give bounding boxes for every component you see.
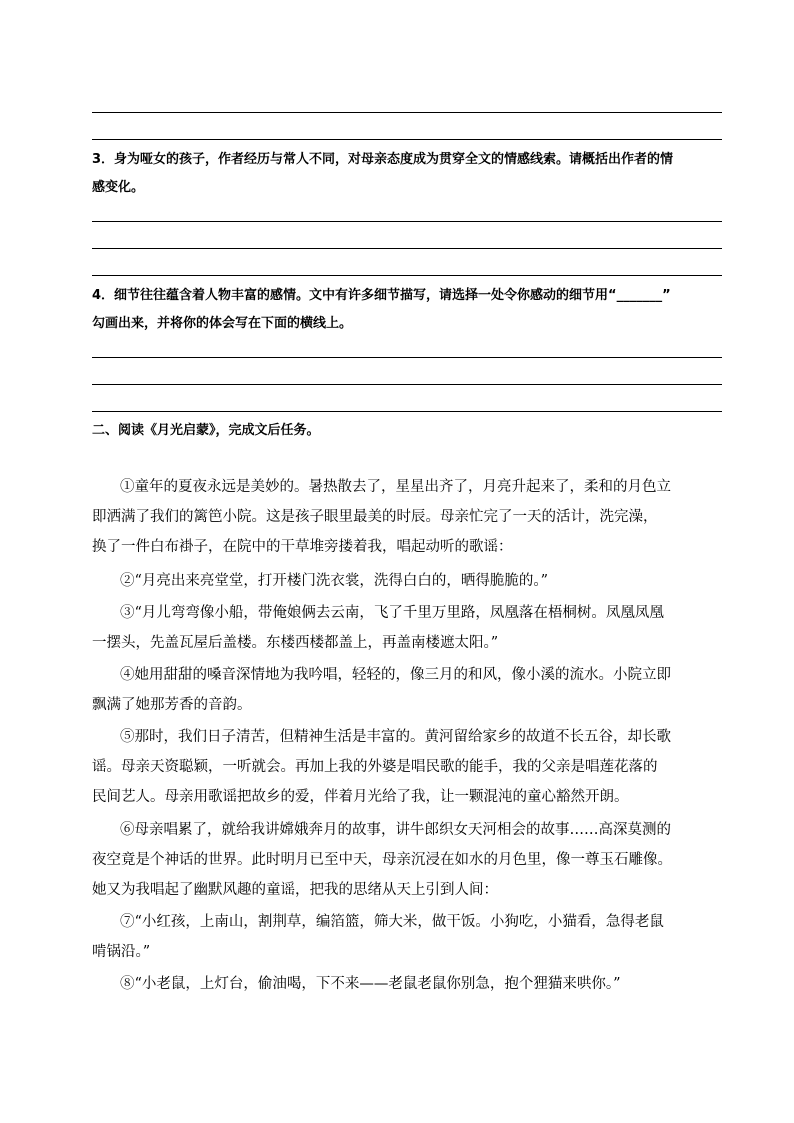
passage-line: ⑤那时，我们日子清苦，但精神生活是丰富的。黄河留给家乡的故道不长五谷，却长歌 [120, 729, 671, 745]
answer-line [92, 221, 722, 222]
passage-line: ③“月儿弯弯像小船，带俺娘俩去云南，飞了千里万里路，凤凰落在梧桐树。凤凰凤凰 [120, 605, 664, 621]
question-4 [92, 282, 732, 338]
passage-line: ⑦“小红孩，上南山，割荆草，编箔篮，筛大米，做干饭。小狗吃，小猫看，急得老鼠 [120, 914, 664, 930]
passage-line: 一摆头，先盖瓦屋后盖楼。东楼西楼都盖上，再盖南楼遮太阳。” [92, 635, 499, 651]
answer-line [92, 411, 722, 412]
answer-line [92, 384, 722, 385]
passage-line: ⑧“小老鼠，上灯台，偷油喝，下不来——老鼠老鼠你别急，抱个狸猫来哄你。” [120, 976, 621, 992]
question-4-line: 勾画出来，并将你的体会写在下面的横线上。 [92, 316, 353, 331]
passage-paragraph-3 [92, 598, 732, 658]
passage-line: 换了一件白布褂子，在院中的干草堆旁搂着我，唱起动听的歌谣： [92, 539, 513, 555]
question-3-line: 感变化。 [92, 180, 145, 195]
passage-line: 她又为我唱起了幽默风趣的童谣，把我的思绪从天上引到人间： [92, 882, 498, 898]
answer-line [92, 112, 722, 113]
passage-line: ⑥母亲唱累了，就给我讲嫦娥奔月的故事，讲牛郎织女天河相会的故事……高深莫测的 [120, 822, 671, 838]
passage-paragraph-8 [92, 969, 732, 999]
passage-paragraph-1 [92, 472, 732, 562]
passage-line: 即洒满了我们的篱笆小院。这是孩子眼里最美的时辰。母亲忙完了一天的活计，洗完澡， [92, 509, 658, 525]
answer-line [92, 139, 722, 140]
answer-line [92, 357, 722, 358]
passage-paragraph-2 [92, 566, 732, 596]
passage-line: 民间艺人。母亲用歌谣把故乡的爱，伴着月光给了我，让一颗混沌的童心豁然开朗。 [92, 789, 629, 805]
passage-line: ①童年的夏夜永远是美妙的。暑热散去了，星星出齐了，月亮升起来了，柔和的月色立 [120, 479, 671, 495]
passage-paragraph-7 [92, 907, 732, 967]
passage-paragraph-5 [92, 722, 732, 812]
question-3 [92, 146, 732, 202]
passage-line: 啃锅沿。” [92, 944, 151, 960]
passage-line: 谣。母亲天资聪颖，一听就会。再加上我的外婆是唱民歌的能手，我的父亲是唱莲花落的 [92, 759, 658, 775]
question-4-line: 4．细节往往蕴含着人物丰富的感情。文中有许多细节描写，请选择一处令你感动的细节用“_______” [92, 288, 671, 303]
passage-line: ④她用甜甜的嗓音深情地为我吟唱，轻轻的，像三月的和风，像小溪的流水。小院立即 [120, 667, 671, 683]
passage-paragraph-6 [92, 815, 732, 905]
passage-line: 飘满了她那芳香的音韵。 [92, 697, 252, 713]
passage-paragraph-4 [92, 660, 732, 720]
passage-line: ②“月亮出来亮堂堂，打开楼门洗衣裳，洗得白白的，晒得脆脆的。” [120, 573, 549, 589]
question-3-line: 3．身为哑女的孩子，作者经历与常人不同，对母亲态度成为贯穿全文的情感线索。请概括出作者的情 [92, 152, 674, 167]
passage-line: 夜空竟是个神话的世界。此时明月已至中天，母亲沉浸在如水的月色里，像一尊玉石雕像。 [92, 852, 672, 868]
answer-line [92, 275, 722, 276]
answer-line [92, 248, 722, 249]
section-2-title: 二、阅读《月光启蒙》，完成文后任务。 [92, 423, 320, 438]
